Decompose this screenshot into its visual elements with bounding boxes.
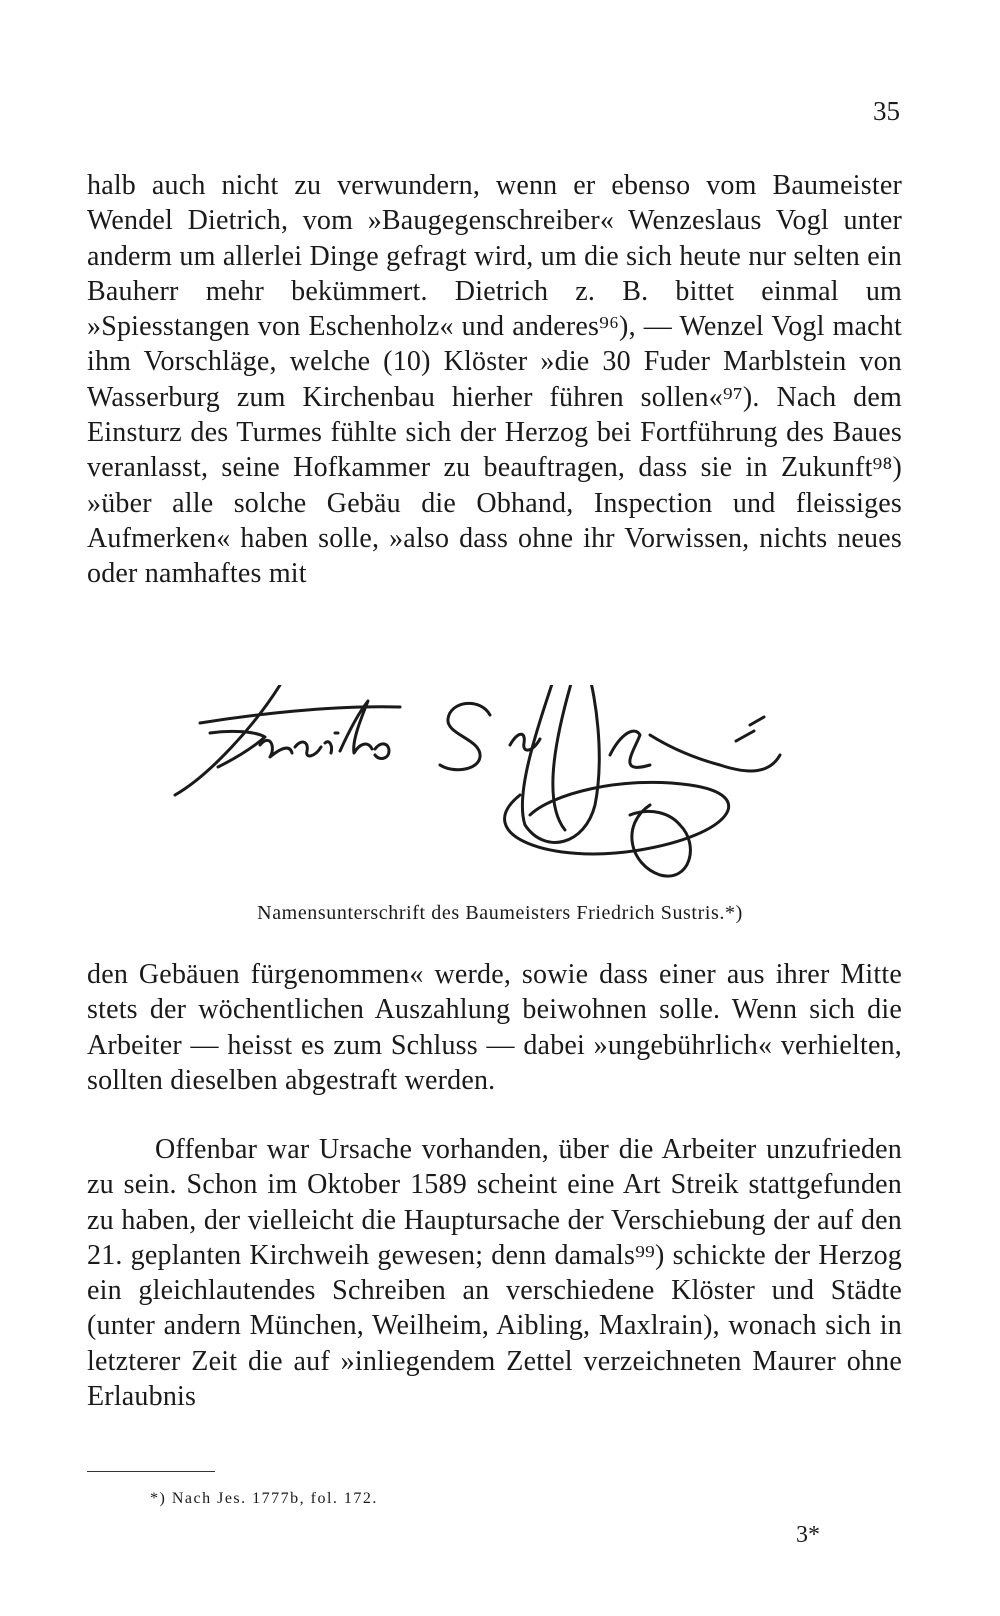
paragraph-3: Offenbar war Ursache vorhanden, über die Arbeiter unzufrieden zu sein. Schon im Oktober 1589 scheint eine Art Streik stattgefunden zu haben, der vielleicht die Hauptursache der Verschiebung der auf den 21. geplanten Kirchweih gewesen; denn damals⁹⁹) schickte der Herzog ein gleichlautendes Schreiben an verschiedene Klöster und Städte (unter andern München, Weilheim, Aibling, Maxlrain), wonach sich in letzterer Zeit die auf »inliegendem Zettel verzeichneten Maurer ohne Erlaubnis <box>87 1134 902 1413</box>
page-number: 35 <box>873 96 900 126</box>
signature-image <box>170 685 810 905</box>
sheet-signature-mark: 3* <box>796 1522 820 1548</box>
paragraph-1: halb auch nicht zu verwundern, wenn er ebenso vom Baumeister Wendel Dietrich, vom »Baugegenschreiber« Wenzeslaus Vogl unter anderm um allerlei Dinge gefragt wird, um die sich heute nur selten ein Bauherr mehr bekümmert. Dietrich z. B. bittet einmal um »Spiesstangen von Eschenholz« und anderes⁹⁶), — Wenzel Vogl macht ihm Vorschläge, welche (10) Klöster »die 30 Fuder Marblstein von Wasserburg zum Kirchenbau hierher führen sollen«⁹⁷). Nach dem Einsturz des Turmes fühlte sich der Herzog bei Fortführung des Baues veranlasst, seine Hofkammer zu beauftragen, dass sie in Zukunft⁹⁸) »über alle solche Gebäu die Obhand, Inspection und fleissiges Aufmerken« haben solle, »also dass ohne ihr Vorwissen, nichts neues oder namhaftes mit <box>87 170 902 590</box>
footnote-rule <box>87 1471 215 1472</box>
figure-caption: Namensunterschrift des Baumeisters Friedrich Sustris.*) <box>257 902 743 924</box>
footnote: *) Nach Jes. 1777b, fol. 172. <box>150 1490 378 1507</box>
paragraph-2: den Gebäuen fürgenommen« werde, sowie dass einer aus ihrer Mitte stets der wöchentlichen Auszahlung beiwohnen solle. Wenn sich die Arbeiter — heisst es zum Schluss — dabei »ungebührlich« verhielten, sollten dieselben abgestraft werden. <box>87 959 902 1096</box>
